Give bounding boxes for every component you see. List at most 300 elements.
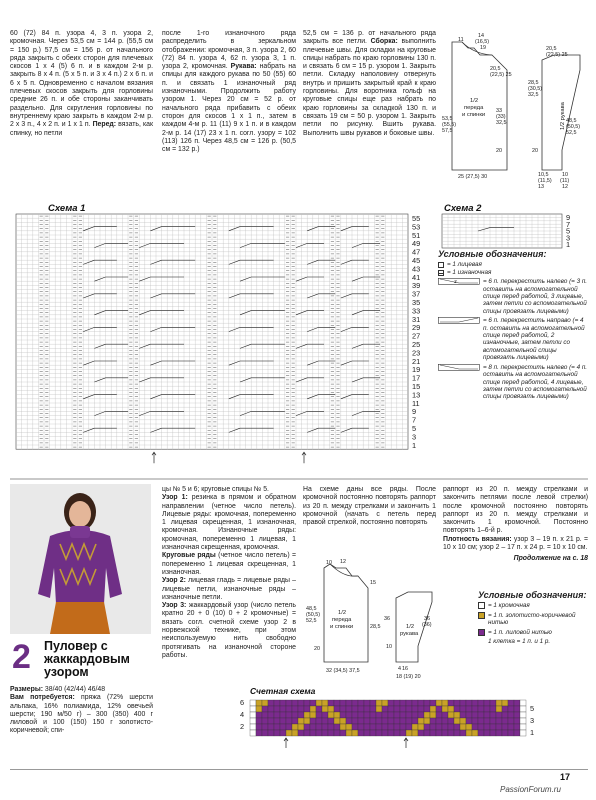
footer-line bbox=[10, 769, 588, 770]
schema1-row-label: 1 bbox=[412, 440, 417, 450]
repeat-arrow-icon bbox=[404, 738, 408, 748]
stitch-cell bbox=[286, 718, 292, 724]
stitch-cell bbox=[316, 718, 322, 724]
stitch-cell bbox=[322, 730, 328, 736]
stitch-cell bbox=[394, 706, 400, 712]
stitch-cell bbox=[472, 712, 478, 718]
stitch-cell bbox=[490, 700, 496, 706]
bottom-front-dim-4: 48,5 bbox=[306, 606, 317, 612]
legend1-item-3: = 6 п. перекрестить направо (= 4 п. оставить на вспомогательной спице перед работой, 2 изнаночные, затем петли со вспомогательной спицы провязать лицевыми) bbox=[438, 317, 588, 361]
stitch-cell bbox=[460, 724, 466, 730]
stitch-cell bbox=[364, 724, 370, 730]
stitch-cell bbox=[310, 724, 316, 730]
stitch-cell bbox=[388, 712, 394, 718]
stitch-cell bbox=[304, 712, 310, 718]
stitch-cell bbox=[316, 730, 322, 736]
svg-text:3: 3 bbox=[454, 279, 457, 285]
stitch-cell bbox=[442, 718, 448, 724]
stitch-cell bbox=[442, 712, 448, 718]
stitch-cell bbox=[268, 718, 274, 724]
bottom-front-dim-1: 10 bbox=[326, 560, 332, 566]
density-label: Плотность вязания: bbox=[443, 535, 512, 543]
stitch-cell bbox=[502, 700, 508, 706]
stitch-cell bbox=[370, 706, 376, 712]
repeat-arrow-icon bbox=[152, 452, 156, 463]
stitch-cell bbox=[382, 712, 388, 718]
stitch-cell bbox=[406, 700, 412, 706]
front-dim-4b: (22,5) 25 bbox=[490, 72, 512, 78]
watermark: PassionForum.ru bbox=[500, 785, 561, 794]
stitch-cell bbox=[460, 700, 466, 706]
stitch-cell bbox=[520, 718, 526, 724]
stitch-cell bbox=[256, 706, 262, 712]
stitch-cell bbox=[322, 712, 328, 718]
stitch-cell bbox=[484, 700, 490, 706]
stitch-cell bbox=[262, 724, 268, 730]
stitch-cell bbox=[490, 724, 496, 730]
stitch-cell bbox=[346, 730, 352, 736]
sleeve-dim-6: 10 bbox=[562, 172, 568, 178]
stitch-cell bbox=[382, 700, 388, 706]
schema1-row-label: 15 bbox=[412, 382, 421, 391]
top-col3-text: 52,5 см = 136 р. от начального ряда закрыть все петли. bbox=[303, 30, 436, 46]
stitch-cell bbox=[490, 712, 496, 718]
stitch-cell bbox=[370, 718, 376, 724]
stitch-cell bbox=[496, 700, 502, 706]
schema2-row-label: 7 bbox=[566, 219, 571, 229]
count-row-label-right: 5 bbox=[530, 704, 535, 713]
needs-text: пряжа (72% шерсти альпака, 16% полиамида, 12% овечьей шерсти; 190 м/50 г) – 300 (350) 400 г лиловой и 100 (150) 150 г золотисто-коричневой; спи- bbox=[10, 694, 153, 735]
stitch-cell bbox=[448, 724, 454, 730]
stitch-cell bbox=[262, 718, 268, 724]
stitch-cell bbox=[262, 712, 268, 718]
stitch-cell bbox=[250, 712, 256, 718]
stitch-cell bbox=[400, 700, 406, 706]
stitch-cell bbox=[454, 718, 460, 724]
stitch-cell bbox=[454, 712, 460, 718]
legend2 bbox=[478, 592, 588, 645]
legend1-item-2: 3 = 6 п. перекрестить налево (= 3 п. оставить на вспомогательной спице перед работой, 3 лицевые, затем петли со вспомогательной спицы провязать лицевыми) bbox=[438, 278, 588, 315]
stitch-cell bbox=[394, 712, 400, 718]
stitch-cell bbox=[418, 724, 424, 730]
sizes-text: 38/40 (42/44) 46/48 bbox=[43, 686, 106, 693]
stitch-cell bbox=[448, 718, 454, 724]
article-col1 bbox=[10, 686, 153, 736]
stitch-cell bbox=[274, 706, 280, 712]
stitch-cell bbox=[268, 730, 274, 736]
stitch-cell bbox=[328, 700, 334, 706]
stitch-cell bbox=[478, 730, 484, 736]
stitch-cell bbox=[322, 700, 328, 706]
bottom-front-dim-7: 32 (34,5) 37,5 bbox=[326, 668, 360, 674]
sleeve-dim-3b: (50,5) bbox=[566, 124, 581, 130]
legend1 bbox=[438, 251, 588, 401]
stitch-cell bbox=[388, 724, 394, 730]
stitch-cell bbox=[502, 718, 508, 724]
gold-stitch-icon bbox=[478, 612, 485, 619]
front-dim-4: 20,5 bbox=[490, 66, 501, 72]
stitch-cell bbox=[334, 724, 340, 730]
stitch-cell bbox=[502, 724, 508, 730]
stitch-cell bbox=[508, 712, 514, 718]
stitch-cell bbox=[340, 718, 346, 724]
stitch-cell bbox=[406, 724, 412, 730]
stitch-cell bbox=[310, 700, 316, 706]
stitch-cell bbox=[280, 700, 286, 706]
stitch-cell bbox=[322, 718, 328, 724]
stitch-cell bbox=[412, 718, 418, 724]
stitch-cell bbox=[352, 712, 358, 718]
stitch-cell bbox=[292, 712, 298, 718]
stitch-cell bbox=[358, 712, 364, 718]
needs-label: Вам потребуется: bbox=[10, 694, 75, 702]
sleeve-dim-2b: (30,5) bbox=[528, 86, 543, 92]
stitch-cell bbox=[310, 712, 316, 718]
stitch-cell bbox=[358, 718, 364, 724]
stitch-cell bbox=[376, 706, 382, 712]
stitch-cell bbox=[454, 700, 460, 706]
stitch-cell bbox=[418, 706, 424, 712]
stitch-cell bbox=[334, 700, 340, 706]
cable-right-6-icon bbox=[438, 317, 480, 324]
stitch-cell bbox=[382, 718, 388, 724]
stitch-cell bbox=[274, 730, 280, 736]
stitch-cell bbox=[466, 712, 472, 718]
stitch-cell bbox=[478, 718, 484, 724]
stitch-cell bbox=[346, 706, 352, 712]
stitch-cell bbox=[286, 712, 292, 718]
stitch-cell bbox=[514, 712, 520, 718]
stitch-cell bbox=[388, 706, 394, 712]
stitch-cell bbox=[328, 718, 334, 724]
count-row-label-right: 1 bbox=[530, 728, 535, 737]
legend2-item-1: = 1 п. золотисто-коричневой нитью bbox=[478, 612, 588, 627]
model-photo bbox=[10, 484, 151, 634]
model-figure-icon bbox=[10, 484, 151, 634]
stitch-cell bbox=[502, 712, 508, 718]
front-label: 1/2 переда и спинки bbox=[462, 98, 486, 118]
stitch-cell bbox=[280, 718, 286, 724]
stitch-cell bbox=[472, 700, 478, 706]
repeat-arrow-icon bbox=[302, 452, 306, 463]
stitch-cell bbox=[394, 724, 400, 730]
top-col2-text: после 1-го изнаночного ряда распределить в зеркальном отображении: кромочная, 3 п. узора 2, 60 (72) 84 п. узора 4, 62 п. узора 3, 1 п. узора 2, кромочная. bbox=[162, 30, 296, 71]
stitch-cell bbox=[430, 700, 436, 706]
stitch-cell bbox=[430, 724, 436, 730]
stitch-cell bbox=[460, 706, 466, 712]
stitch-cell bbox=[280, 712, 286, 718]
stitch-cell bbox=[292, 724, 298, 730]
stitch-cell bbox=[484, 730, 490, 736]
sleeve-dim-2c: 32,5 bbox=[528, 92, 539, 98]
purple-stitch-icon bbox=[478, 629, 485, 636]
stitch-cell bbox=[274, 718, 280, 724]
stitch-cell bbox=[436, 700, 442, 706]
stitch-cell bbox=[484, 718, 490, 724]
schema1-row-label: 3 bbox=[412, 432, 417, 442]
stitch-cell bbox=[286, 706, 292, 712]
stitch-cell bbox=[520, 730, 526, 736]
stitch-cell bbox=[472, 730, 478, 736]
stitch-cell bbox=[442, 730, 448, 736]
stitch-cell bbox=[508, 718, 514, 724]
stitch-cell bbox=[502, 730, 508, 736]
stitch-cell bbox=[394, 700, 400, 706]
stitch-cell bbox=[502, 706, 508, 712]
stitch-cell bbox=[334, 730, 340, 736]
stitch-cell bbox=[388, 730, 394, 736]
stitch-cell bbox=[478, 706, 484, 712]
stitch-cell bbox=[358, 730, 364, 736]
sleeve-dim-5b: (11,5) bbox=[538, 178, 552, 184]
stitch-cell bbox=[460, 730, 466, 736]
stitch-cell bbox=[514, 724, 520, 730]
stitch-cell bbox=[466, 706, 472, 712]
legend2-title: Условные обозначения: bbox=[478, 590, 587, 600]
stitch-cell bbox=[352, 706, 358, 712]
uzor2-label: Узор 2: bbox=[162, 577, 186, 585]
stitch-cell bbox=[424, 712, 430, 718]
stitch-cell bbox=[508, 730, 514, 736]
stitch-cell bbox=[280, 724, 286, 730]
stitch-cell bbox=[292, 700, 298, 706]
schema1-chart bbox=[14, 212, 434, 466]
stitch-cell bbox=[352, 718, 358, 724]
schema1-row-label: 29 bbox=[412, 323, 421, 333]
schema1-row-label: 7 bbox=[412, 415, 417, 425]
stitch-cell bbox=[358, 724, 364, 730]
stitch-cell bbox=[436, 730, 442, 736]
stitch-cell bbox=[328, 712, 334, 718]
stitch-cell bbox=[352, 730, 358, 736]
uzor3-label: Узор 3: bbox=[162, 602, 187, 610]
knit-symbol-icon bbox=[438, 262, 444, 268]
stitch-cell bbox=[448, 700, 454, 706]
uzor1-label: Узор 1: bbox=[162, 494, 188, 502]
front-dim-7: 20 bbox=[496, 148, 502, 154]
stitch-cell bbox=[268, 700, 274, 706]
stitch-cell bbox=[514, 706, 520, 712]
bottom-sleeve-dim-4: 4 bbox=[398, 666, 401, 672]
pattern-bottom-diagram bbox=[300, 558, 438, 682]
stitch-cell bbox=[412, 712, 418, 718]
stitch-cell bbox=[418, 700, 424, 706]
stitch-cell bbox=[412, 706, 418, 712]
stitch-cell bbox=[424, 718, 430, 724]
article-title: Пуловер с жаккардовым узором bbox=[44, 639, 130, 679]
schema1-row-label: 51 bbox=[412, 230, 421, 240]
stitch-cell bbox=[256, 712, 262, 718]
stitch-cell bbox=[334, 712, 340, 718]
stitch-cell bbox=[346, 724, 352, 730]
stitch-cell bbox=[298, 700, 304, 706]
stitch-cell bbox=[400, 718, 406, 724]
bottom-sleeve-dim-2: 36 bbox=[424, 616, 430, 622]
stitch-cell bbox=[436, 706, 442, 712]
stitch-cell bbox=[292, 718, 298, 724]
stitch-cell bbox=[508, 706, 514, 712]
cable-left-6-icon bbox=[438, 278, 480, 285]
stitch-cell bbox=[436, 712, 442, 718]
sleeve-dim-6c: 12 bbox=[562, 184, 568, 190]
stitch-cell bbox=[346, 700, 352, 706]
stitch-cell bbox=[508, 724, 514, 730]
count-schema-title: Счетная схема bbox=[250, 686, 316, 696]
stitch-cell bbox=[316, 724, 322, 730]
schema2-row-label: 3 bbox=[566, 233, 571, 243]
schema1-row-label: 5 bbox=[412, 424, 417, 433]
stitch-cell bbox=[514, 718, 520, 724]
stitch-cell bbox=[460, 712, 466, 718]
stitch-cell bbox=[274, 700, 280, 706]
stitch-cell bbox=[304, 700, 310, 706]
stitch-cell bbox=[412, 700, 418, 706]
schema1-row-label: 55 bbox=[412, 214, 421, 223]
stitch-cell bbox=[394, 730, 400, 736]
front-dim-6b: (33) bbox=[496, 114, 506, 120]
stitch-cell bbox=[274, 712, 280, 718]
bottom-sleeve-dim-1: 36 bbox=[384, 616, 390, 622]
bottom-sleeve-label: 1/2 рукава bbox=[400, 624, 419, 637]
stitch-cell bbox=[412, 724, 418, 730]
page-number: 17 bbox=[560, 772, 571, 782]
bottom-sleeve-dim-6: 18 (19) 20 bbox=[396, 674, 421, 680]
sleeve-dim-5c: 13 bbox=[538, 184, 544, 190]
schema2-row-label: 1 bbox=[566, 240, 571, 250]
purl-symbol-icon bbox=[438, 270, 444, 276]
front-dim-6: 33 bbox=[496, 108, 502, 114]
bottom-front-dim-2: 12 bbox=[340, 559, 346, 565]
stitch-cell bbox=[304, 706, 310, 712]
stitch-cell bbox=[418, 718, 424, 724]
stitch-cell bbox=[262, 700, 268, 706]
stitch-cell bbox=[286, 724, 292, 730]
cable-left-8-icon bbox=[438, 364, 480, 371]
stitch-cell bbox=[304, 730, 310, 736]
stitch-cell bbox=[292, 706, 298, 712]
stitch-cell bbox=[520, 700, 526, 706]
sleeve-label: 1/2 рукава bbox=[560, 102, 566, 130]
stitch-cell bbox=[316, 712, 322, 718]
stitch-cell bbox=[298, 724, 304, 730]
stitch-cell bbox=[280, 706, 286, 712]
perehd-label: Перед: bbox=[92, 121, 117, 129]
front-dim-2b: (16,5) bbox=[475, 39, 490, 45]
stitch-cell bbox=[256, 718, 262, 724]
count-schema-chart bbox=[238, 696, 535, 740]
stitch-cell bbox=[256, 730, 262, 736]
stitch-cell bbox=[466, 700, 472, 706]
bottom-front-label: 1/2 переда и спинки bbox=[330, 610, 354, 630]
stitch-cell bbox=[364, 730, 370, 736]
schema1-row-label: 25 bbox=[412, 340, 421, 349]
count-row-label-left: 4 bbox=[240, 710, 245, 719]
legend2-item-0: = 1 кромочная bbox=[478, 602, 588, 609]
stitch-cell bbox=[250, 700, 256, 706]
stitch-cell bbox=[454, 706, 460, 712]
stitch-cell bbox=[424, 700, 430, 706]
schema2-title: Схема 2 bbox=[444, 203, 482, 214]
schema1-row-label: 35 bbox=[412, 298, 421, 307]
schema1-row-label: 31 bbox=[412, 314, 421, 324]
stitch-cell bbox=[274, 724, 280, 730]
rukav-label: Рукава: bbox=[230, 63, 257, 71]
stitch-cell bbox=[334, 706, 340, 712]
stitch-cell bbox=[280, 730, 286, 736]
bottom-sleeve-dim-3: 10 bbox=[386, 644, 392, 650]
stitch-cell bbox=[250, 730, 256, 736]
front-dim-6c: 32,5 bbox=[496, 120, 507, 126]
stitch-cell bbox=[340, 730, 346, 736]
schema1-row-label: 49 bbox=[412, 239, 421, 249]
schema1-row-label: 43 bbox=[412, 264, 421, 274]
sleeve-dim-1b: (22,5) 25 bbox=[546, 52, 568, 58]
stitch-cell bbox=[268, 706, 274, 712]
stitch-cell bbox=[478, 724, 484, 730]
stitch-cell bbox=[358, 706, 364, 712]
schema1-row-label: 47 bbox=[412, 247, 421, 257]
stitch-cell bbox=[250, 724, 256, 730]
bottom-front-dim-4c: 52,5 bbox=[306, 618, 317, 624]
stitch-cell bbox=[256, 700, 262, 706]
stitch-cell bbox=[436, 724, 442, 730]
article-col2: цы № 5 и 6; круговые спицы № 5. Узор 1: резинка в прямом и обратном направлении (четное число петель). Лицевые ряды: кромочная, попеременно 1 лицевая скрещенная, 1 изнаночная, кромочная. Изнаночные ряды: кромочная, попеременно 1 лицевая, 1 изнаночная скрещенная, кромочная. Круговые ряды (четное число петель) = попеременно 1 лицевая скрещенная, 1 изнаночная. Узор 2: лицевая гладь = лицевые ряды – лицевые петли, изнаночные ряды – изнаночные петли. Узор 3: жаккардовый узор (число петель кратно 20 + 0 (10) 0 + 2 кромочные) = вязать согл. счетной схеме узор 2 в норвежской технике, при этом неиспользуемую нить свободно протягивать на изнаночной стороне работы. bbox=[162, 486, 297, 659]
stitch-cell bbox=[442, 700, 448, 706]
stitch-cell bbox=[466, 730, 472, 736]
schema1-row-label: 17 bbox=[412, 373, 421, 383]
stitch-cell bbox=[382, 706, 388, 712]
stitch-cell bbox=[514, 730, 520, 736]
schema1-row-label: 19 bbox=[412, 365, 421, 375]
front-dim-5b: (55,5) bbox=[442, 122, 457, 128]
stitch-cell bbox=[370, 724, 376, 730]
perehd-text: вязать, как спинку, но петли bbox=[10, 121, 153, 137]
stitch-cell bbox=[400, 730, 406, 736]
stitch-cell bbox=[484, 724, 490, 730]
top-col1-text: 60 (72) 84 п. узора 4, 3 п. узора 2, кромочная. Через 53,5 см = 144 р. (55,5 см = 150 р.) 57,5 см = 156 р. от начального ряда закрыть с обеих сторон для плечевых скосов 1 х 4 (5) 6 п. и в каждом 2-м р. закрыть 8 х 4 п. (5 х 5 п. и 3 х 4 п.) 2 х 6 п. и 6 х 5 п. Одновременно с началом вязания плечевых скосов закрыть для горловины средние 26 п. и обе стороны заканчивать раздельно. Для скругления горловины по внутреннему краю закрыть в каждом 2-м р. 2 х 3 п., 4 х 2 п. и 1 х 1 п. bbox=[10, 30, 153, 129]
stitch-cell bbox=[376, 730, 382, 736]
sleeve-dim-6b: (11) bbox=[560, 178, 570, 184]
continued-note: Продолжение на с. 18 bbox=[513, 555, 588, 563]
stitch-cell bbox=[394, 718, 400, 724]
stitch-cell bbox=[520, 724, 526, 730]
stitch-cell bbox=[424, 724, 430, 730]
stitch-cell bbox=[322, 706, 328, 712]
legend1-title: Условные обозначения: bbox=[438, 249, 547, 259]
stitch-cell bbox=[268, 712, 274, 718]
front-dim-3: 19 bbox=[480, 45, 486, 51]
stitch-cell bbox=[346, 718, 352, 724]
schema1-row-label: 13 bbox=[412, 390, 421, 400]
legend2-item-2: = 1 п. лиловой нитью bbox=[478, 629, 588, 636]
stitch-cell bbox=[430, 712, 436, 718]
stitch-cell bbox=[376, 724, 382, 730]
stitch-cell bbox=[364, 706, 370, 712]
front-dim-8: 25 (27,5) 30 bbox=[458, 174, 488, 180]
sborka-label: Сборка: bbox=[370, 38, 398, 46]
stitch-cell bbox=[436, 718, 442, 724]
stitch-cell bbox=[328, 724, 334, 730]
sleeve-dim-3: 48,5 bbox=[566, 118, 577, 124]
stitch-cell bbox=[334, 718, 340, 724]
front-dim-2: 14 bbox=[478, 33, 484, 39]
legend1-item-4: = 8 п. перекрестить налево (= 4 п. оставить на вспомогательной спице перед работой, 4 лицевые, затем петли со вспомогательной спицы провязать лицевыми) bbox=[438, 364, 588, 401]
sleeve-dim-1: 20,5 bbox=[546, 46, 557, 52]
stitch-cell bbox=[382, 730, 388, 736]
stitch-cell bbox=[514, 700, 520, 706]
stitch-cell bbox=[430, 718, 436, 724]
stitch-cell bbox=[340, 712, 346, 718]
